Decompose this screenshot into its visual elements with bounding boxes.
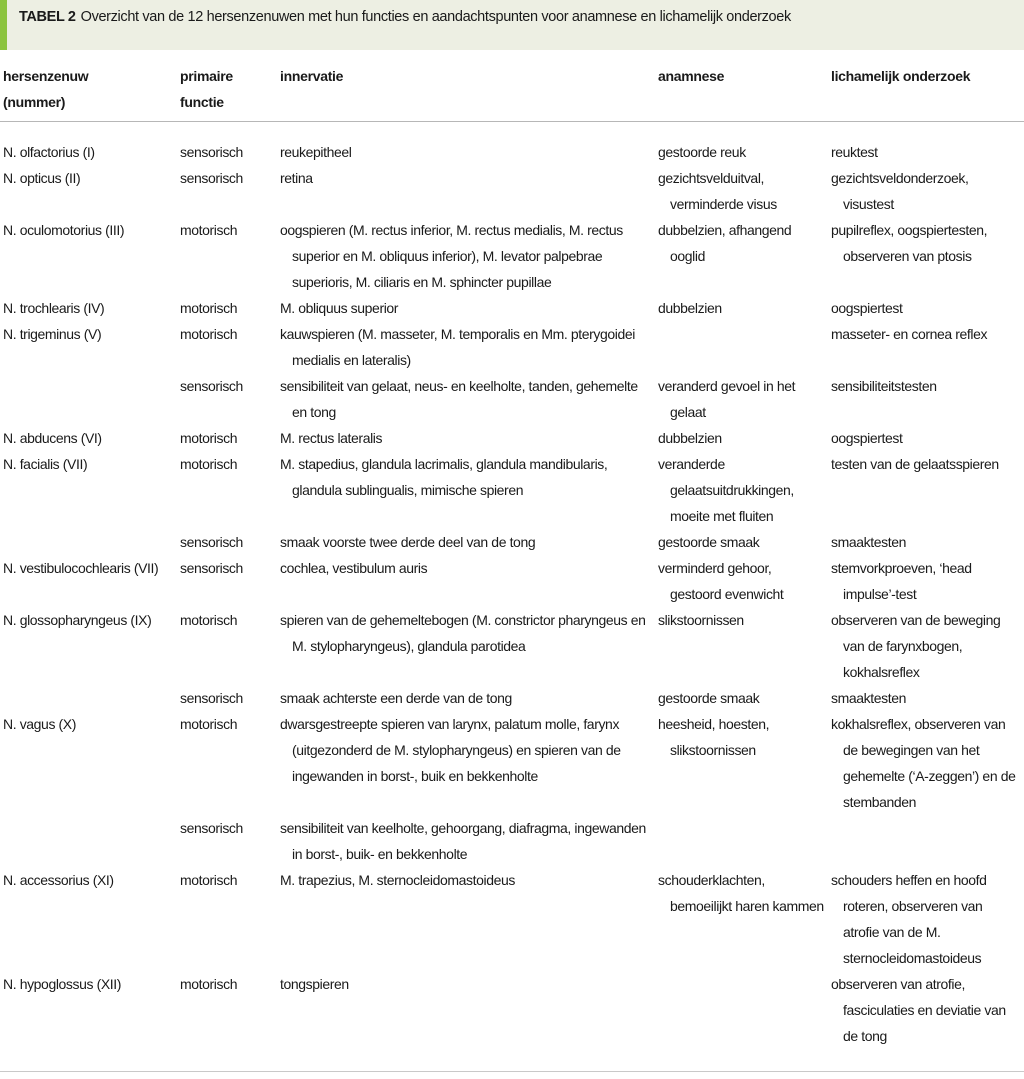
cell-innervation: cochlea, vestibulum auris	[280, 560, 428, 576]
header-function-line2: functie	[180, 94, 224, 110]
cell-function: motorisch	[180, 222, 238, 238]
cell-nerve: N. opticus (II)	[3, 170, 81, 186]
cell-function: motorisch	[180, 716, 238, 732]
cell-function: sensorisch	[180, 378, 243, 394]
table-row	[0, 685, 1024, 711]
table-caption	[0, 0, 1024, 50]
cell-history: schouderklachten, bemoeilijkt haren kammen	[658, 872, 824, 914]
cell-nerve: N. abducens (VI)	[3, 430, 102, 446]
cell-nerve: N. glossopharyngeus (IX)	[3, 612, 152, 628]
table-body	[0, 139, 1024, 1049]
cell-exam: stemvorkproeven, ‘head impulse’-test	[831, 560, 972, 602]
cell-function: sensorisch	[180, 820, 243, 836]
cell-innervation: retina	[280, 170, 313, 186]
cell-innervation: sensibiliteit van gelaat, neus- en keelholte, tanden, gehemelte en tong	[280, 378, 638, 420]
cell-exam: smaaktesten	[831, 534, 906, 550]
cell-exam: schouders heffen en hoofd roteren, observeren van atrofie van de M. sternocleidomastoideus	[831, 872, 987, 966]
cell-nerve: N. vestibulocochlearis (VII)	[3, 560, 159, 576]
cell-exam: kokhalsreflex, observeren van de bewegingen van het gehemelte (‘A-zeggen’) en de stembanden	[831, 716, 1016, 810]
table-row	[0, 607, 1024, 685]
cell-innervation: kauwspieren (M. masseter, M. temporalis en Mm. pterygoidei medialis en lateralis)	[280, 326, 635, 368]
cell-nerve: N. vagus (X)	[3, 716, 76, 732]
cell-innervation: M. rectus lateralis	[280, 430, 383, 446]
header-nerve	[3, 63, 88, 115]
table-row	[0, 321, 1024, 373]
table-bottom-rule	[0, 1071, 1024, 1072]
table-number: TABEL 2	[19, 9, 76, 25]
cell-history: gestoorde smaak	[658, 690, 760, 706]
cell-history: gestoorde smaak	[658, 534, 760, 550]
header-function	[180, 63, 233, 115]
table-row	[0, 295, 1024, 321]
table-row	[0, 165, 1024, 217]
cell-exam: oogspiertest	[831, 430, 903, 446]
header-innervation: innervatie	[280, 68, 344, 84]
header-nerve-line1: hersenzenuw	[3, 68, 89, 84]
cell-function: motorisch	[180, 326, 238, 342]
cell-function: motorisch	[180, 872, 238, 888]
table-row	[0, 217, 1024, 295]
cell-function: motorisch	[180, 300, 238, 316]
cell-history: dubbelzien, afhangend ooglid	[658, 222, 792, 264]
header-exam: lichamelijk onderzoek	[831, 68, 971, 84]
cell-function: motorisch	[180, 456, 238, 472]
table-row	[0, 529, 1024, 555]
cell-function: motorisch	[180, 612, 238, 628]
cell-exam: gezichtsveldonderzoek, visustest	[831, 170, 969, 212]
cell-nerve: N. trochlearis (IV)	[3, 300, 105, 316]
cell-nerve: N. trigeminus (V)	[3, 326, 102, 342]
cell-exam: masseter- en cornea reflex	[831, 326, 988, 342]
cell-exam: sensibiliteitstesten	[831, 378, 937, 394]
cell-innervation: M. stapedius, glandula lacrimalis, glandula mandibularis, glandula sublingualis, mimische spieren	[280, 456, 608, 498]
cell-nerve: N. oculomotorius (III)	[3, 222, 125, 238]
cell-history: heesheid, hoesten, slikstoornissen	[658, 716, 770, 758]
cell-exam: observeren van atrofie, fasciculaties en deviatie van de tong	[831, 976, 1006, 1044]
table-row	[0, 971, 1024, 1049]
cell-function: sensorisch	[180, 690, 243, 706]
cell-innervation: sensibiliteit van keelholte, gehoorgang, diafragma, ingewanden in borst-, buik- en bekkenholte	[280, 820, 646, 862]
cell-exam: testen van de gelaatsspieren	[831, 456, 999, 472]
cell-function: sensorisch	[180, 534, 243, 550]
cell-innervation: spieren van de gehemeltebogen (M. constrictor pharyngeus en M. stylopharyngeus), glandula parotidea	[280, 612, 646, 654]
cell-exam: smaaktesten	[831, 690, 906, 706]
cell-function: motorisch	[180, 976, 238, 992]
cell-nerve: N. hypoglossus (XII)	[3, 976, 122, 992]
cell-nerve: N. olfactorius (I)	[3, 144, 95, 160]
table-row	[0, 867, 1024, 971]
table-row	[0, 373, 1024, 425]
header-history: anamnese	[658, 68, 725, 84]
table-row	[0, 139, 1024, 165]
table-title: Overzicht van de 12 hersenzenuwen met hun functies en aandachtspunten voor anamnese en lichamelijk onderzoek	[80, 9, 791, 25]
cell-exam: oogspiertest	[831, 300, 903, 316]
cell-nerve: N. accessorius (XI)	[3, 872, 114, 888]
cell-function: motorisch	[180, 430, 238, 446]
cell-history: slikstoornissen	[658, 612, 744, 628]
header-function-line1: primaire	[180, 68, 233, 84]
cell-function: sensorisch	[180, 170, 243, 186]
cell-exam: reuktest	[831, 144, 878, 160]
cell-nerve: N. facialis (VII)	[3, 456, 88, 472]
table-row	[0, 815, 1024, 867]
table-row	[0, 555, 1024, 607]
table-row	[0, 711, 1024, 815]
cell-history: dubbelzien	[658, 300, 722, 316]
cell-exam: pupilreflex, oogspiertesten, observeren van ptosis	[831, 222, 988, 264]
cell-innervation: tongspieren	[280, 976, 349, 992]
cell-history: veranderd gevoel in het gelaat	[658, 378, 796, 420]
cell-function: sensorisch	[180, 560, 243, 576]
cell-exam: observeren van de beweging van de farynxbogen, kokhalsreflex	[831, 612, 1001, 680]
cell-history: verminderd gehoor, gestoord evenwicht	[658, 560, 784, 602]
cell-innervation: M. trapezius, M. sternocleidomastoideus	[280, 872, 515, 888]
cell-innervation: oogspieren (M. rectus inferior, M. rectus medialis, M. rectus superior en M. obliquus inferior), M. levator palpebrae superioris, M. ciliaris en M. sphincter pupillae	[280, 222, 623, 290]
cell-history: gestoorde reuk	[658, 144, 746, 160]
cell-innervation: smaak voorste twee derde deel van de tong	[280, 534, 536, 550]
cell-history: dubbelzien	[658, 430, 722, 446]
table-row	[0, 451, 1024, 529]
cell-history: veranderde gelaatsuitdrukkingen, moeite met fluiten	[658, 456, 794, 524]
cell-innervation: dwarsgestreepte spieren van larynx, palatum molle, farynx (uitgezonderd de M. stylopharyngeus) en spieren van de ingewanden in borst-, buik en bekkenholte	[280, 716, 621, 784]
cell-innervation: M. obliquus superior	[280, 300, 399, 316]
table-header	[0, 58, 1024, 122]
cell-innervation: reukepitheel	[280, 144, 352, 160]
cell-history: gezichtsvelduitval, verminderde visus	[658, 170, 777, 212]
header-nerve-line2: (nummer)	[3, 94, 66, 110]
cell-innervation: smaak achterste een derde van de tong	[280, 690, 512, 706]
cell-function: sensorisch	[180, 144, 243, 160]
table-row	[0, 425, 1024, 451]
